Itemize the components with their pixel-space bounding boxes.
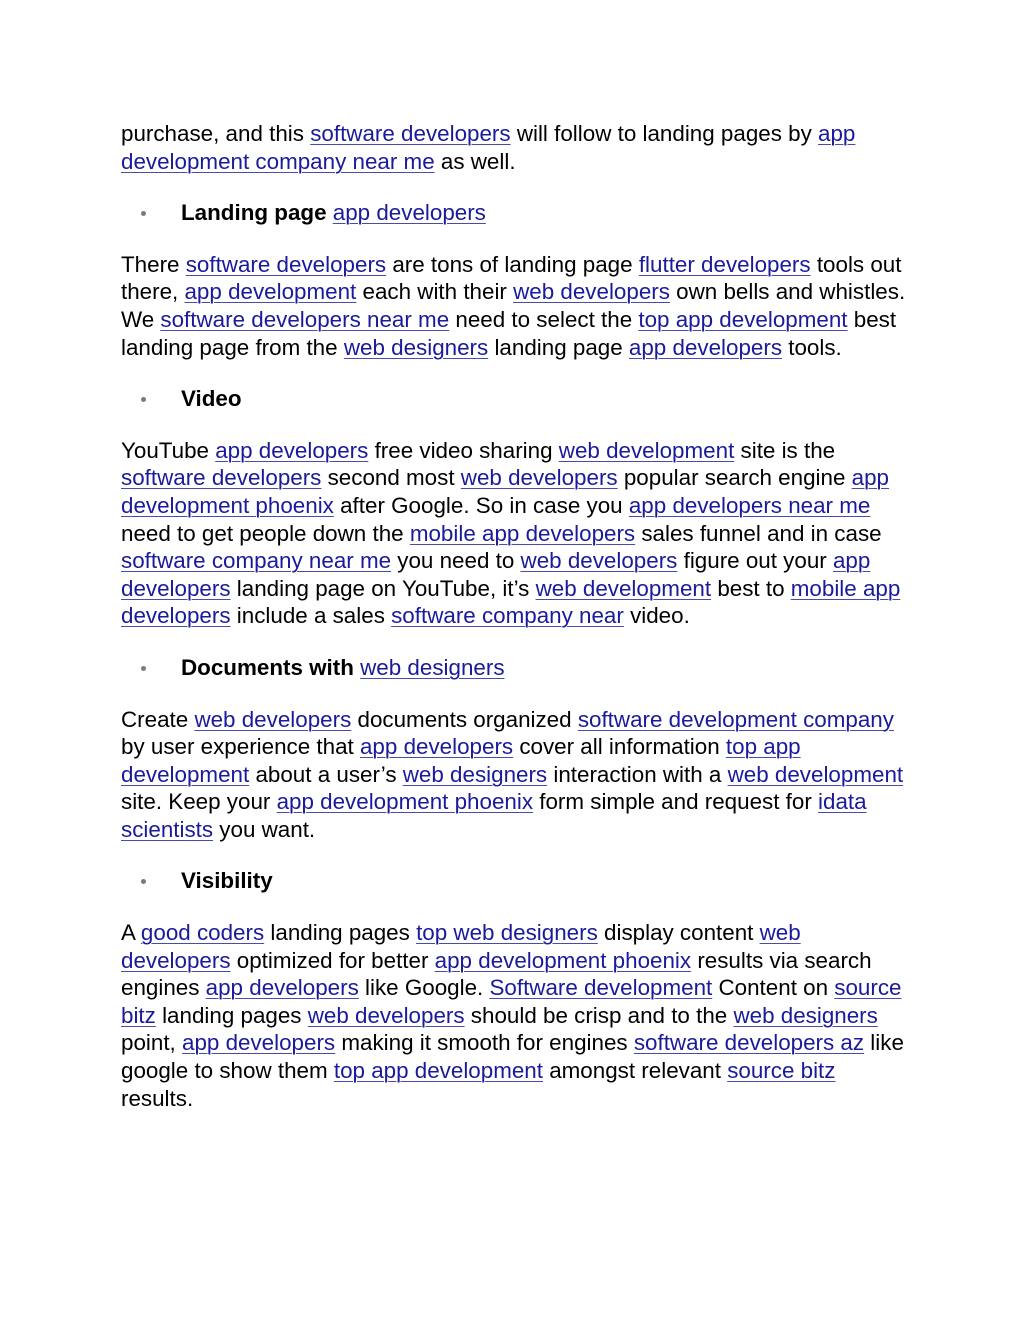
keyword-link[interactable]: software company near me	[121, 548, 392, 574]
keyword-link[interactable]: web designers	[402, 761, 548, 787]
text-run: documents organized	[351, 706, 578, 732]
text-run: display content	[597, 920, 760, 946]
keyword-link[interactable]: app developers	[205, 975, 359, 1001]
text-run: YouTube	[121, 437, 216, 463]
keyword-link[interactable]: web designers	[733, 1002, 878, 1028]
keyword-link[interactable]: software developers	[121, 465, 322, 491]
text-run: A	[121, 920, 141, 946]
keyword-link[interactable]: web development	[727, 761, 904, 787]
text-run: Landing page	[181, 200, 333, 226]
keyword-link[interactable]: idata scientists	[121, 789, 867, 842]
text-run: second most	[321, 465, 461, 491]
keyword-link[interactable]: web designers	[343, 334, 489, 360]
text-run: landing pages	[264, 920, 417, 946]
keyword-link[interactable]: software developers near me	[160, 306, 450, 332]
keyword-link[interactable]: web developers	[513, 279, 670, 305]
keyword-link[interactable]: top app development	[333, 1058, 543, 1084]
text-run: about a user’s	[249, 761, 403, 787]
text-run: each with their	[356, 279, 514, 305]
bullet-dot-icon	[141, 211, 146, 216]
text-run: cover all information	[513, 734, 726, 760]
text-run: need to get people down the	[121, 520, 410, 546]
keyword-link[interactable]: app development company near me	[121, 121, 856, 174]
text-run: tools.	[782, 334, 842, 360]
keyword-link[interactable]: source bitz	[727, 1058, 836, 1084]
keyword-link[interactable]: web development	[535, 575, 712, 601]
text-run: Video	[181, 386, 242, 412]
keyword-link[interactable]: top web designers	[416, 920, 598, 946]
text-run: tools out there,	[121, 251, 902, 305]
text-run: figure out your	[677, 548, 833, 574]
keyword-link[interactable]: app developers near me	[628, 492, 871, 518]
keyword-link[interactable]: software development company	[577, 706, 894, 732]
keyword-link[interactable]: good coders	[140, 920, 265, 946]
text-run: you need to	[391, 548, 521, 574]
keyword-link[interactable]: app developers	[359, 734, 514, 760]
keyword-link[interactable]: software developers	[185, 251, 387, 277]
text-run: form simple and request for	[533, 789, 819, 815]
paragraph	[121, 919, 911, 1112]
text-run: best landing page from the	[121, 306, 897, 360]
keyword-link[interactable]: web developers	[307, 1002, 465, 1028]
text-run: need to select the	[449, 306, 639, 332]
keyword-link[interactable]: app development phoenix	[276, 789, 534, 815]
keyword-link[interactable]: software company near	[391, 603, 624, 629]
text-run: site is the	[734, 437, 836, 463]
text-run: like Google.	[358, 975, 490, 1001]
text-run: as well.	[434, 148, 516, 174]
text-run: results.	[121, 1085, 194, 1111]
keyword-link[interactable]: web developers	[460, 465, 618, 491]
text-run: amongst relevant	[542, 1058, 728, 1084]
text-run: own bells and whistles. We	[121, 279, 906, 332]
keyword-link[interactable]: mobile app developers	[121, 575, 901, 629]
bullet-dot-icon	[141, 397, 146, 402]
text-run: optimized for better	[230, 947, 435, 973]
text-run: point,	[121, 1030, 182, 1056]
text-run: landing page	[488, 334, 629, 360]
keyword-link[interactable]: app development phoenix	[434, 947, 692, 973]
keyword-link[interactable]: web designers	[360, 654, 505, 680]
keyword-link[interactable]: software developers az	[633, 1030, 865, 1056]
text-run: purchase, and this	[121, 121, 311, 146]
text-run: popular search engine	[617, 465, 852, 491]
text-run: include a sales	[230, 603, 392, 629]
bullet-heading	[121, 867, 911, 895]
bullet-heading	[121, 385, 911, 413]
paragraph	[121, 706, 911, 844]
keyword-link[interactable]: flutter developers	[638, 251, 811, 277]
paragraph	[121, 120, 911, 175]
keyword-link[interactable]: source bitz	[121, 975, 902, 1028]
text-run: landing pages	[155, 1002, 308, 1028]
text-run: Documents with	[181, 654, 361, 680]
keyword-link[interactable]: app developers	[215, 437, 369, 463]
text-run: Create	[121, 706, 195, 732]
keyword-link[interactable]: app development	[184, 279, 357, 305]
text-run: video.	[623, 603, 690, 629]
text-run: There	[121, 251, 186, 277]
bullet-heading	[121, 654, 911, 682]
paragraph	[121, 251, 911, 361]
keyword-link[interactable]: web development	[558, 437, 735, 463]
keyword-link[interactable]: app developers	[332, 200, 486, 226]
text-run: should be crisp and to the	[464, 1002, 734, 1028]
keyword-link[interactable]: top app development	[638, 306, 848, 332]
paragraph	[121, 437, 911, 630]
text-run: best to	[711, 575, 791, 601]
text-run: free video sharing	[368, 437, 559, 463]
text-run: you want.	[213, 816, 316, 842]
keyword-link[interactable]: top app development	[121, 734, 801, 787]
keyword-link[interactable]: mobile app developers	[409, 520, 636, 546]
text-run: Content on	[712, 975, 835, 1001]
text-run: will follow to landing pages by	[510, 121, 819, 146]
bullet-dot-icon	[141, 666, 146, 671]
text-run: are tons of landing page	[386, 251, 639, 277]
keyword-link[interactable]: app developers	[628, 334, 783, 360]
keyword-link[interactable]: web developers	[194, 706, 352, 732]
text-run: results via search engines	[121, 947, 872, 1001]
text-run: landing page on YouTube, it’s	[230, 575, 536, 601]
text-run: interaction with a	[547, 761, 728, 787]
text-run: making it smooth for engines	[335, 1030, 634, 1056]
bullet-dot-icon	[141, 879, 146, 884]
keyword-link[interactable]: Software development	[489, 975, 713, 1001]
keyword-link[interactable]: app developers	[182, 1030, 336, 1056]
text-run: after Google. So in case you	[333, 492, 629, 518]
keyword-link[interactable]: web developers	[121, 920, 801, 973]
text-run: by user experience that	[121, 734, 360, 760]
keyword-link[interactable]: web developers	[520, 548, 678, 574]
keyword-link[interactable]: app developers	[121, 548, 871, 601]
text-run: Visibility	[181, 868, 273, 894]
text-run: site. Keep your	[121, 789, 277, 815]
document-page	[121, 120, 911, 1136]
keyword-link[interactable]: software developers	[310, 121, 511, 146]
text-run: sales funnel and in case	[635, 520, 882, 546]
bullet-heading	[121, 199, 911, 227]
keyword-link[interactable]: app development phoenix	[121, 465, 890, 518]
text-run: like google to show them	[121, 1030, 904, 1084]
